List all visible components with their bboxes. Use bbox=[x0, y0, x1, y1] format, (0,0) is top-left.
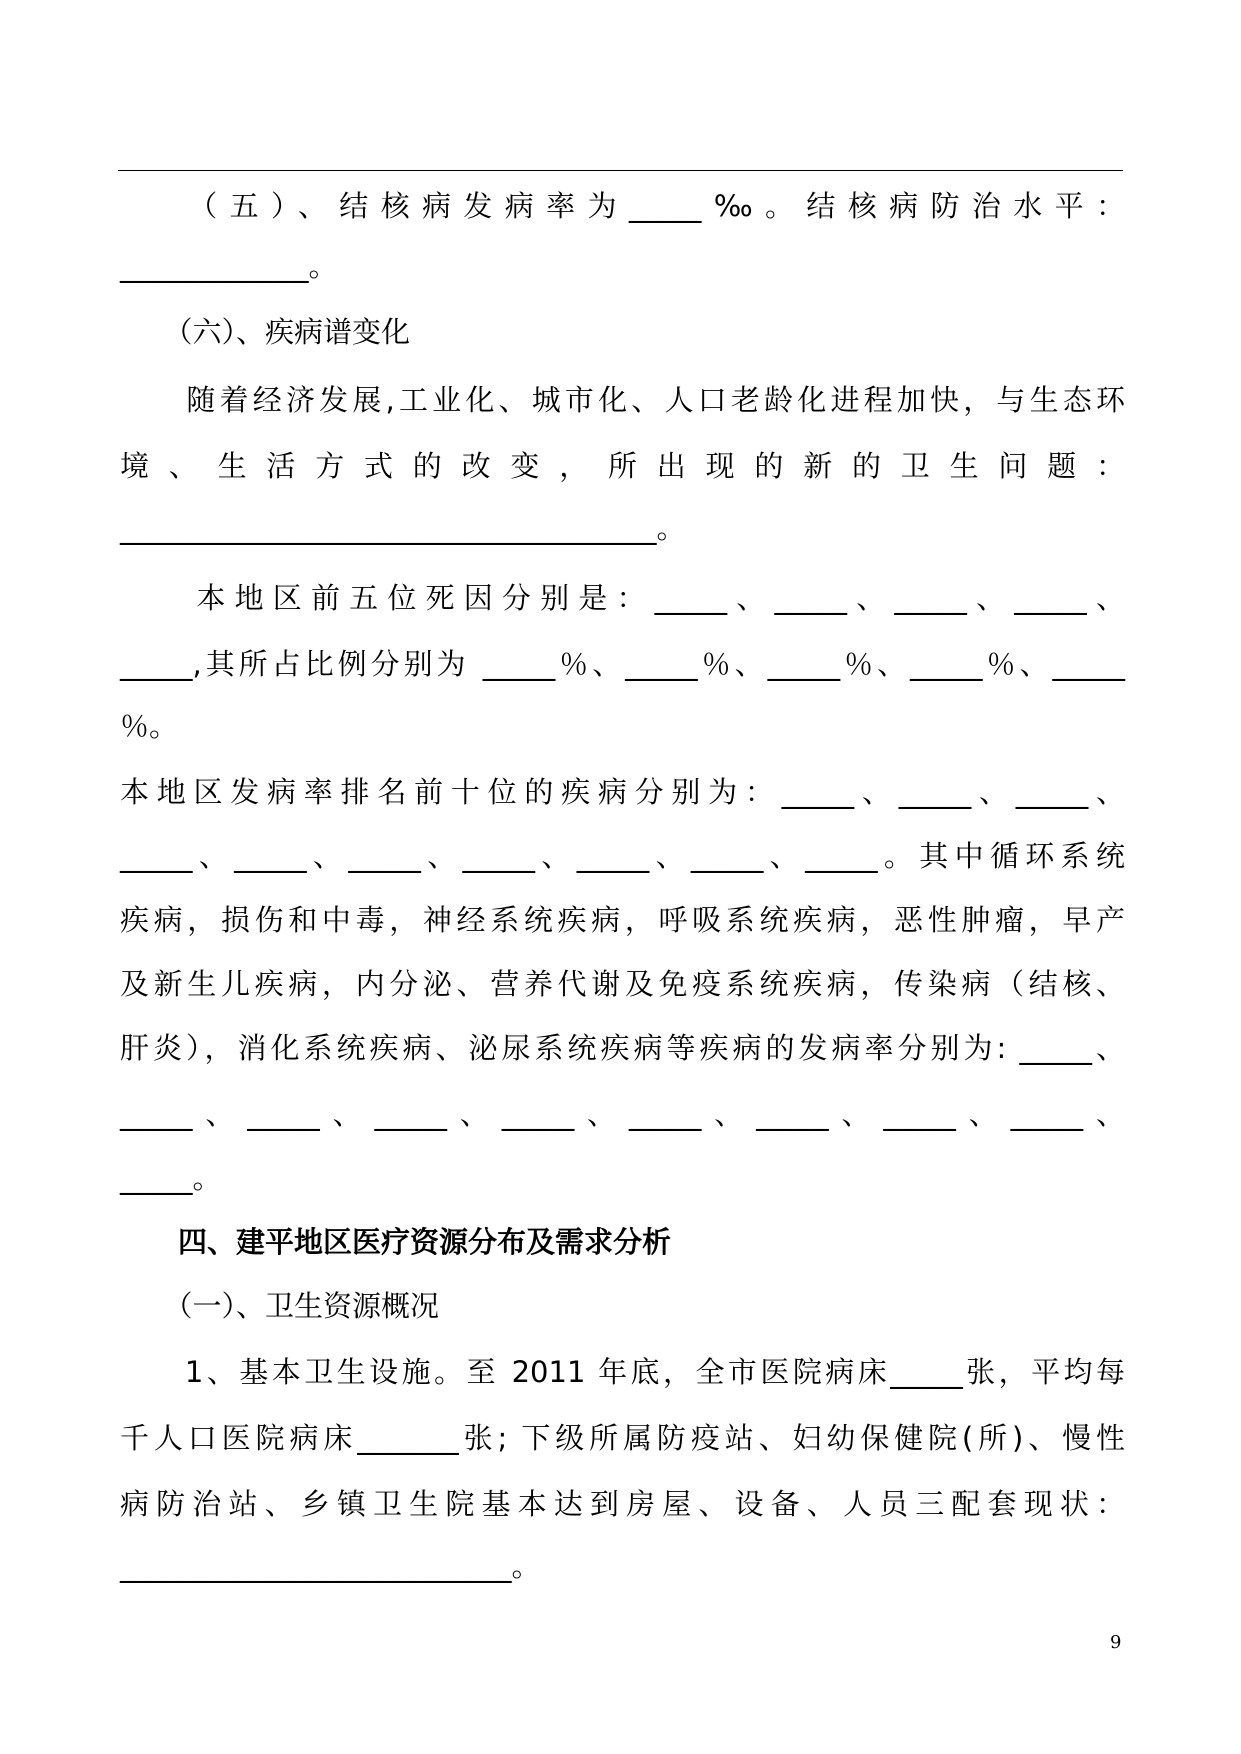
paragraph-line: ％。 bbox=[120, 709, 179, 743]
paragraph-line: _____________。 bbox=[120, 249, 338, 283]
paragraph-line: 肝炎），消化系统疾病、泌尿系统疾病等疾病的发病率分别为: _____、 bbox=[120, 1031, 1125, 1065]
paragraph-line: _____、_____、_____、_____、_____、_____、_____。其中循环系统 bbox=[120, 839, 1125, 873]
paragraph-line: _____。 bbox=[120, 1161, 222, 1195]
paragraph-line: 随着经济发展,工业化、城市化、人口老龄化进程加快，与生态环 bbox=[120, 383, 1125, 417]
paragraph-line: _____________________________________。 bbox=[120, 511, 686, 545]
section-heading: （六）、疾病谱变化 bbox=[120, 315, 411, 349]
paragraph-line: 疾病，损伤和中毒，神经系统疾病，呼吸系统疾病，恶性肿瘤，早产 bbox=[120, 903, 1125, 937]
paragraph-line: （五）、结核病发病率为_____‰。结核病防治水平： bbox=[120, 189, 1125, 223]
section-heading: （一）、卫生资源概况 bbox=[120, 1289, 440, 1323]
paragraph-line: ___________________________。 bbox=[120, 1549, 541, 1583]
paragraph-line: 病防治站、乡镇卫生院基本达到房屋、设备、人员三配套现状： bbox=[120, 1487, 1125, 1521]
paragraph-line: 1、基本卫生设施。至 2011 年底，全市医院病床_____张，平均每 bbox=[120, 1355, 1125, 1389]
paragraph-line: 本地区发病率排名前十位的疾病分别为：_____、_____、_____、 bbox=[120, 775, 1125, 809]
paragraph-line: 千人口医院病床_______张; 下级所属防疫站、妇幼保健院(所)、慢性 bbox=[120, 1421, 1125, 1455]
paragraph-line: 境、生活方式的改变，所出现的新的卫生问题： bbox=[120, 449, 1125, 483]
paragraph-line: 本地区前五位死因分别是：_____、_____、_____、_____、 bbox=[120, 581, 1125, 615]
paragraph-line: _____、_____、_____、_____、_____、_____、_____、_____、 bbox=[120, 1097, 1125, 1131]
paragraph-line: 及新生儿疾病，内分泌、营养代谢及免疫系统疾病，传染病（结核、 bbox=[120, 967, 1125, 1001]
page-number: 9 bbox=[1110, 1632, 1122, 1653]
paragraph-line: _____,其所占比例分别为 _____％、_____％、_____％、_____％、_____ bbox=[120, 647, 1125, 681]
header-rule bbox=[118, 170, 1123, 171]
chapter-heading: 四、建平地区医疗资源分布及需求分析 bbox=[120, 1225, 672, 1259]
